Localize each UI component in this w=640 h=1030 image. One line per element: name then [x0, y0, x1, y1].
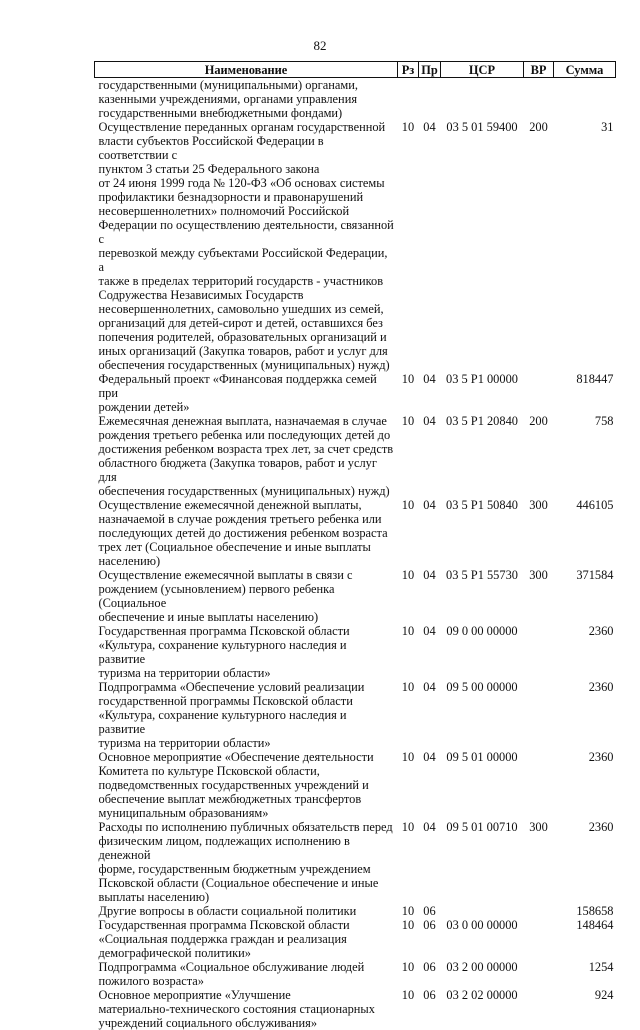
table-row — [95, 120, 616, 372]
cell-vr — [524, 78, 554, 121]
cell-pr: 04 — [419, 680, 441, 750]
cell-sum: 2360 — [554, 624, 616, 680]
cell-vr — [524, 750, 554, 820]
table-row — [95, 624, 616, 680]
cell-name: Основное мероприятие «Обеспечение деятельности Комитета по культуре Псковской области, подведомственных государственных учреждений и обеспечение выплат межбюджетных трансфертов муниципальным образованиям» — [95, 750, 398, 820]
cell-name: Осуществление ежемесячной денежной выплаты, назначаемой в случае рождения третьего ребенка или последующих детей до достижения ребенком возраста трех лет (Социальное обеспечение и иные выплаты населению) — [95, 498, 398, 568]
cell-name: Другие вопросы в области социальной политики — [95, 904, 398, 918]
table-row — [95, 78, 616, 121]
cell-name: Подпрограмма «Социальное обслуживание людей пожилого возраста» — [95, 960, 398, 988]
cell-sum: 1254 — [554, 960, 616, 988]
cell-rz: 10 — [398, 680, 419, 750]
cell-rz: 10 — [398, 498, 419, 568]
cell-rz: 10 — [398, 414, 419, 498]
cell-csr: 03 5 P1 00000 — [441, 372, 524, 414]
cell-rz: 10 — [398, 624, 419, 680]
table-row — [95, 960, 616, 988]
cell-csr: 03 5 P1 55730 — [441, 568, 524, 624]
table-body — [95, 78, 616, 1030]
page-number: 82 — [0, 38, 640, 54]
cell-vr — [524, 918, 554, 960]
budget-table — [94, 61, 616, 1030]
cell-csr — [441, 78, 524, 121]
cell-pr: 06 — [419, 960, 441, 988]
cell-rz: 10 — [398, 120, 419, 372]
cell-sum: 371584 — [554, 568, 616, 624]
cell-rz: 10 — [398, 988, 419, 1030]
header-name: Наименование — [95, 62, 398, 78]
cell-name: государственными (муниципальными) органами, казенными учреждениями, органами управления государственными внебюджетными фондами) — [95, 78, 398, 121]
table-row — [95, 568, 616, 624]
cell-csr — [441, 904, 524, 918]
header-pr: Пр — [419, 62, 441, 78]
cell-pr: 04 — [419, 624, 441, 680]
cell-name: Осуществление переданных органам государственной власти субъектов Российской Федерации в соответствии с пунктом 3 статьи 25 Федерального закона от 24 июня 1999 года № 120-ФЗ «Об основах системы профилактики безнадзорности и правонарушений несовершеннолетних» полномочий Российской Федерации по осуществлению деятельности, связанной с перевозкой между субъектами Российской Федерации, а также в пределах территорий государств - участников Содружества Независимых Государств несовершеннолетних, самовольно ушедших из семей, организаций для детей-сирот и детей, оставшихся без попечения родителей, образовательных организаций и иных организаций (Закупка товаров, работ и услуг для обеспечения государственных (муниципальных) нужд) — [95, 120, 398, 372]
cell-csr: 09 5 01 00000 — [441, 750, 524, 820]
table-row — [95, 750, 616, 820]
table-row — [95, 680, 616, 750]
cell-name: Осуществление ежемесячной выплаты в связи с рождением (усыновлением) первого ребенка (Социальное обеспечение и иные выплаты населению) — [95, 568, 398, 624]
cell-pr: 04 — [419, 568, 441, 624]
table-row — [95, 372, 616, 414]
cell-vr: 200 — [524, 120, 554, 372]
cell-vr — [524, 988, 554, 1030]
cell-name: Государственная программа Псковской области «Социальная поддержка граждан и реализация демографической политики» — [95, 918, 398, 960]
cell-sum: 31 — [554, 120, 616, 372]
cell-pr — [419, 78, 441, 121]
cell-vr — [524, 680, 554, 750]
cell-pr: 04 — [419, 120, 441, 372]
cell-csr: 09 5 00 00000 — [441, 680, 524, 750]
cell-sum — [554, 78, 616, 121]
cell-name: Государственная программа Псковской области «Культура, сохранение культурного наследия и развитие туризма на территории области» — [95, 624, 398, 680]
cell-rz: 10 — [398, 918, 419, 960]
cell-name: Расходы по исполнению публичных обязательств перед физическим лицом, подлежащих исполнению в денежной форме, государственным бюджетным учреждением Псковской области (Социальное обеспечение и иные выплаты населению) — [95, 820, 398, 904]
cell-pr: 04 — [419, 498, 441, 568]
cell-csr: 03 5 P1 50840 — [441, 498, 524, 568]
cell-pr: 04 — [419, 820, 441, 904]
cell-vr: 200 — [524, 414, 554, 498]
header-sum: Сумма — [554, 62, 616, 78]
cell-vr: 300 — [524, 498, 554, 568]
header-rz: Рз — [398, 62, 419, 78]
table-row — [95, 498, 616, 568]
cell-pr: 04 — [419, 750, 441, 820]
cell-csr: 09 5 01 00710 — [441, 820, 524, 904]
cell-csr: 03 2 02 00000 — [441, 988, 524, 1030]
table-header-row — [95, 62, 616, 78]
cell-rz — [398, 78, 419, 121]
cell-csr: 03 5 P1 20840 — [441, 414, 524, 498]
cell-sum: 148464 — [554, 918, 616, 960]
cell-name: Основное мероприятие «Улучшение материально-технического состояния стационарных учреждений социального обслуживания» — [95, 988, 398, 1030]
cell-sum: 924 — [554, 988, 616, 1030]
cell-vr — [524, 372, 554, 414]
cell-rz: 10 — [398, 568, 419, 624]
cell-pr: 06 — [419, 904, 441, 918]
table-row — [95, 904, 616, 918]
cell-name: Федеральный проект «Финансовая поддержка семей при рождении детей» — [95, 372, 398, 414]
cell-sum: 158658 — [554, 904, 616, 918]
cell-csr: 03 0 00 00000 — [441, 918, 524, 960]
cell-sum: 2360 — [554, 750, 616, 820]
header-csr: ЦСР — [441, 62, 524, 78]
cell-rz: 10 — [398, 750, 419, 820]
table-row — [95, 988, 616, 1030]
cell-sum: 446105 — [554, 498, 616, 568]
cell-pr: 04 — [419, 372, 441, 414]
cell-rz: 10 — [398, 820, 419, 904]
cell-pr: 04 — [419, 414, 441, 498]
cell-name: Подпрограмма «Обеспечение условий реализации государственной программы Псковской области «Культура, сохранение культурного наследия и развитие туризма на территории области» — [95, 680, 398, 750]
cell-csr: 03 5 01 59400 — [441, 120, 524, 372]
cell-vr — [524, 904, 554, 918]
table-row — [95, 414, 616, 498]
table-row — [95, 820, 616, 904]
cell-csr: 09 0 00 00000 — [441, 624, 524, 680]
table-row — [95, 918, 616, 960]
cell-vr: 300 — [524, 820, 554, 904]
cell-vr — [524, 624, 554, 680]
cell-vr: 300 — [524, 568, 554, 624]
cell-pr: 06 — [419, 918, 441, 960]
cell-rz: 10 — [398, 904, 419, 918]
cell-sum: 2360 — [554, 820, 616, 904]
cell-sum: 818447 — [554, 372, 616, 414]
cell-sum: 2360 — [554, 680, 616, 750]
cell-rz: 10 — [398, 960, 419, 988]
header-vr: ВР — [524, 62, 554, 78]
cell-pr: 06 — [419, 988, 441, 1030]
cell-csr: 03 2 00 00000 — [441, 960, 524, 988]
cell-rz: 10 — [398, 372, 419, 414]
cell-name: Ежемесячная денежная выплата, назначаемая в случае рождения третьего ребенка или последующих детей до достижения ребенком возраста трех лет, за счет средств областного бюджета (Закупка товаров, работ и услуг для обеспечения государственных (муниципальных) нужд) — [95, 414, 398, 498]
cell-vr — [524, 960, 554, 988]
cell-sum: 758 — [554, 414, 616, 498]
